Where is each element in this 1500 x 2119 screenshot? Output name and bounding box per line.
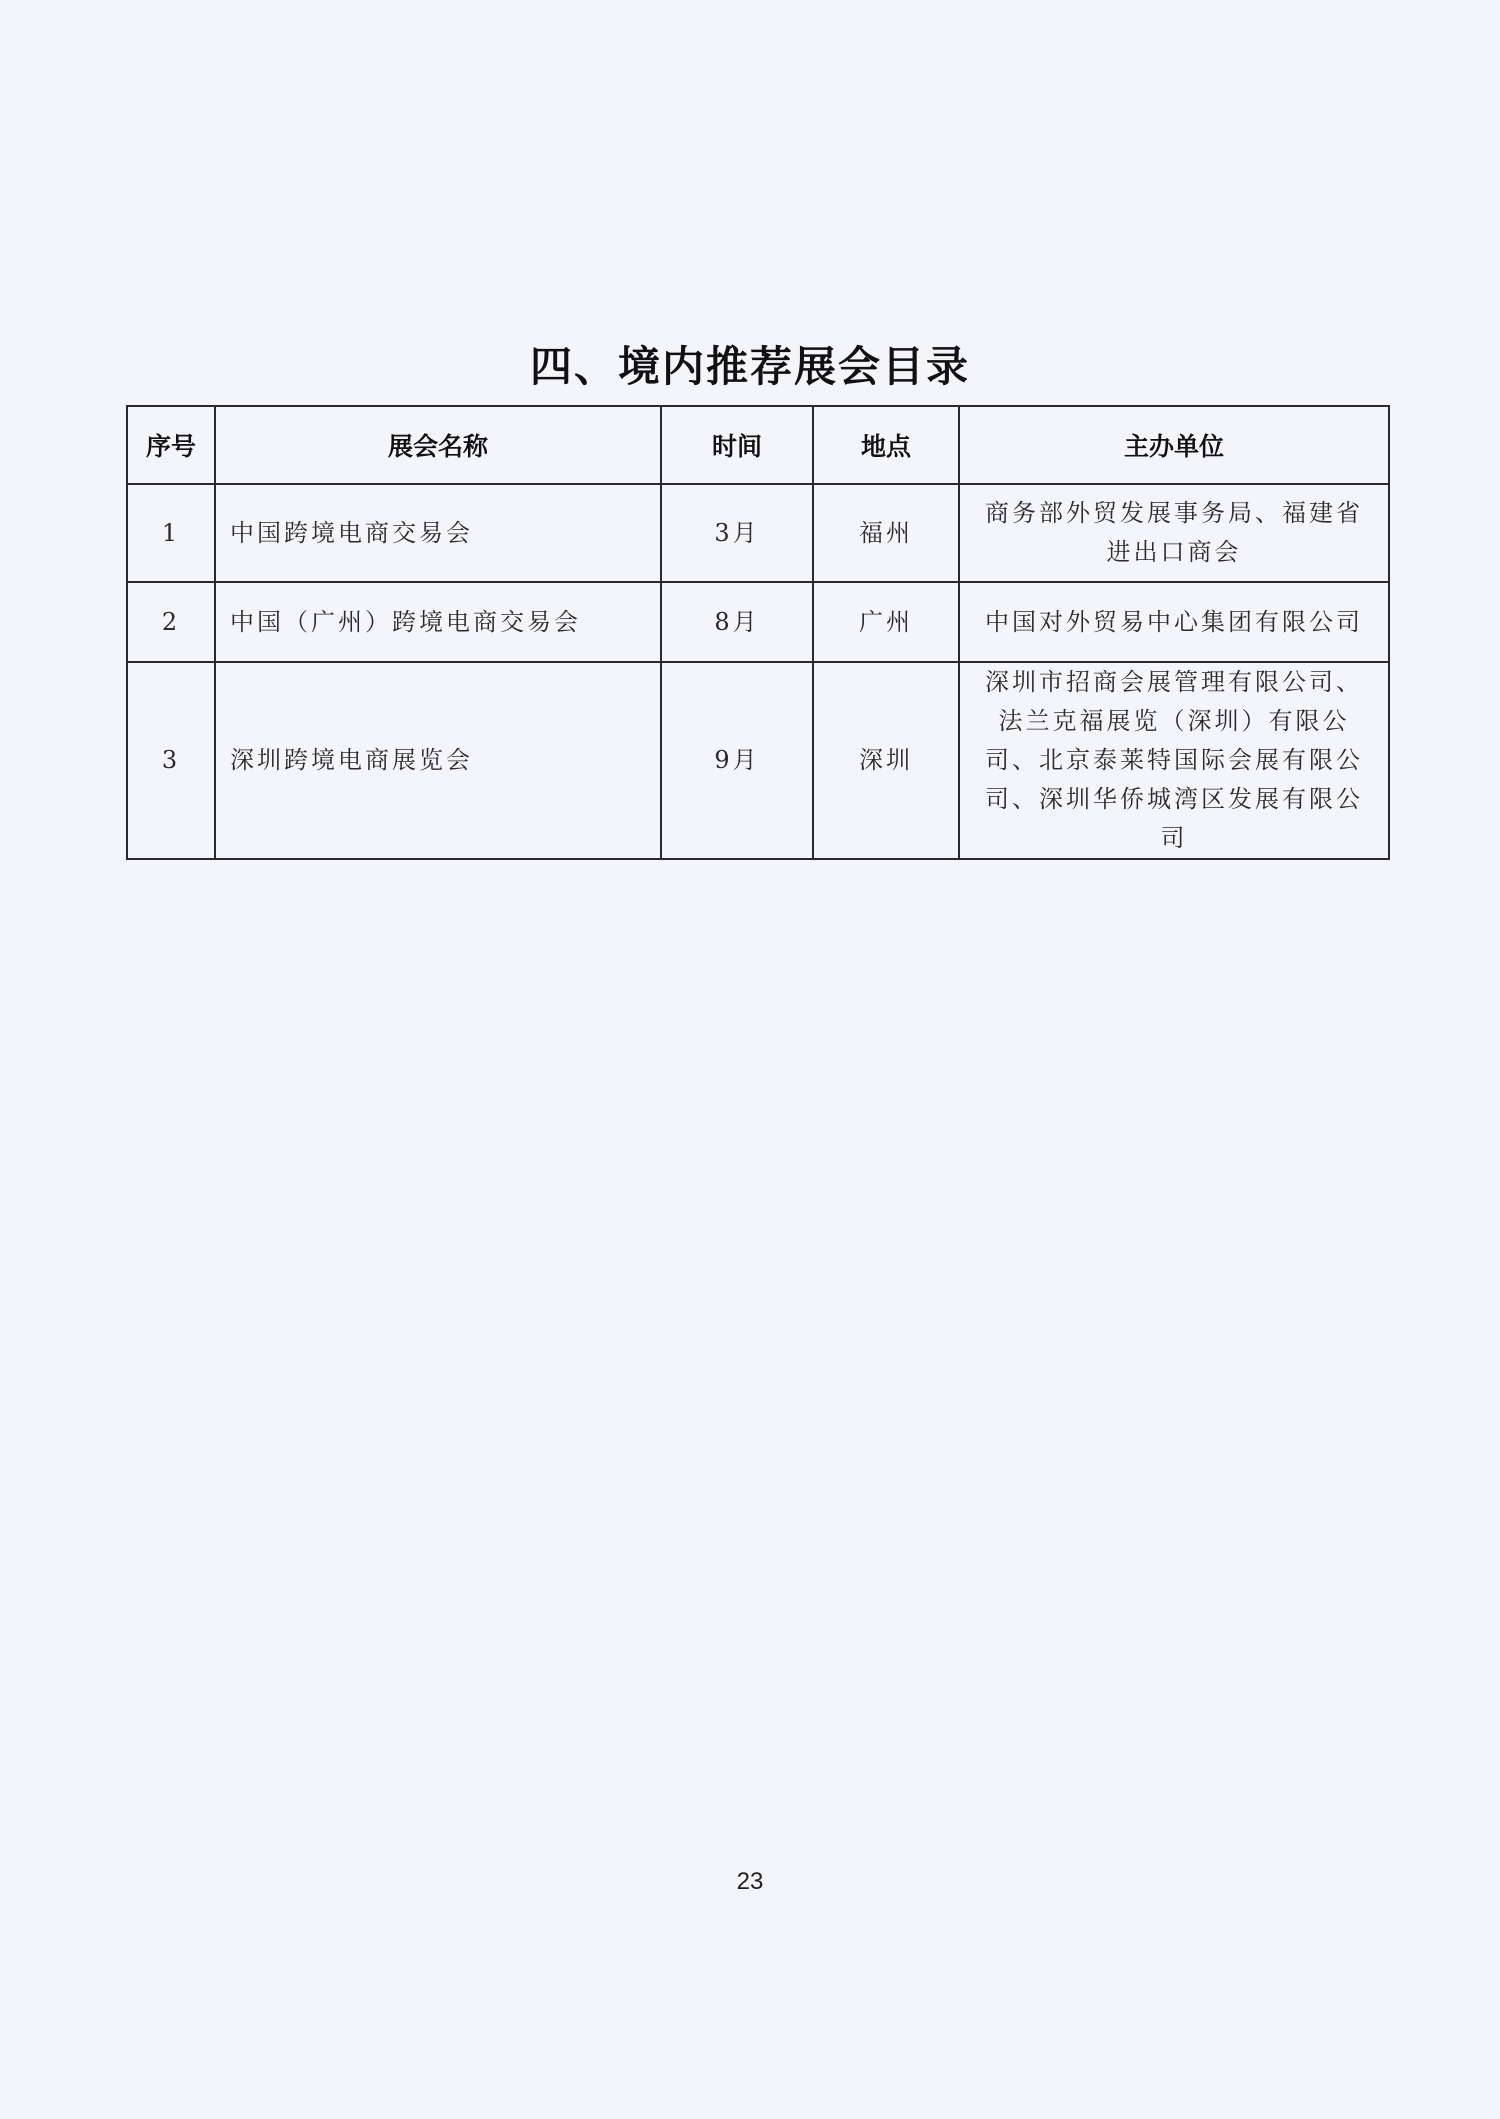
header-organizer: 主办单位 xyxy=(959,406,1389,484)
row-organizer: 商务部外贸发展事务局、福建省进出口商会 xyxy=(959,484,1389,582)
table-header-row xyxy=(127,406,1389,484)
row-exhibition-name: 中国（广州）跨境电商交易会 xyxy=(215,582,661,662)
header-name: 展会名称 xyxy=(215,406,661,484)
page-number: 23 xyxy=(736,1868,764,1895)
row-time: 8月 xyxy=(661,582,813,662)
table-row xyxy=(127,484,1389,582)
page-title: 四、境内推荐展会目录 xyxy=(529,342,970,391)
exhibition-catalog-table xyxy=(126,405,1390,860)
header-index: 序号 xyxy=(127,406,215,484)
row-organizer: 深圳市招商会展管理有限公司、法兰克福展览（深圳）有限公司、北京泰莱特国际会展有限公司、深圳华侨城湾区发展有限公司 xyxy=(959,662,1389,859)
row-index: 3 xyxy=(127,662,215,859)
row-index: 2 xyxy=(127,582,215,662)
row-index: 1 xyxy=(127,484,215,582)
row-organizer: 中国对外贸易中心集团有限公司 xyxy=(959,582,1389,662)
row-time: 9月 xyxy=(661,662,813,859)
table-row xyxy=(127,662,1389,859)
row-time: 3月 xyxy=(661,484,813,582)
row-location: 福州 xyxy=(813,484,959,582)
row-exhibition-name: 深圳跨境电商展览会 xyxy=(215,662,661,859)
row-location: 深圳 xyxy=(813,662,959,859)
row-exhibition-name: 中国跨境电商交易会 xyxy=(215,484,661,582)
header-time: 时间 xyxy=(661,406,813,484)
row-location: 广州 xyxy=(813,582,959,662)
table-row xyxy=(127,582,1389,662)
header-location: 地点 xyxy=(813,406,959,484)
